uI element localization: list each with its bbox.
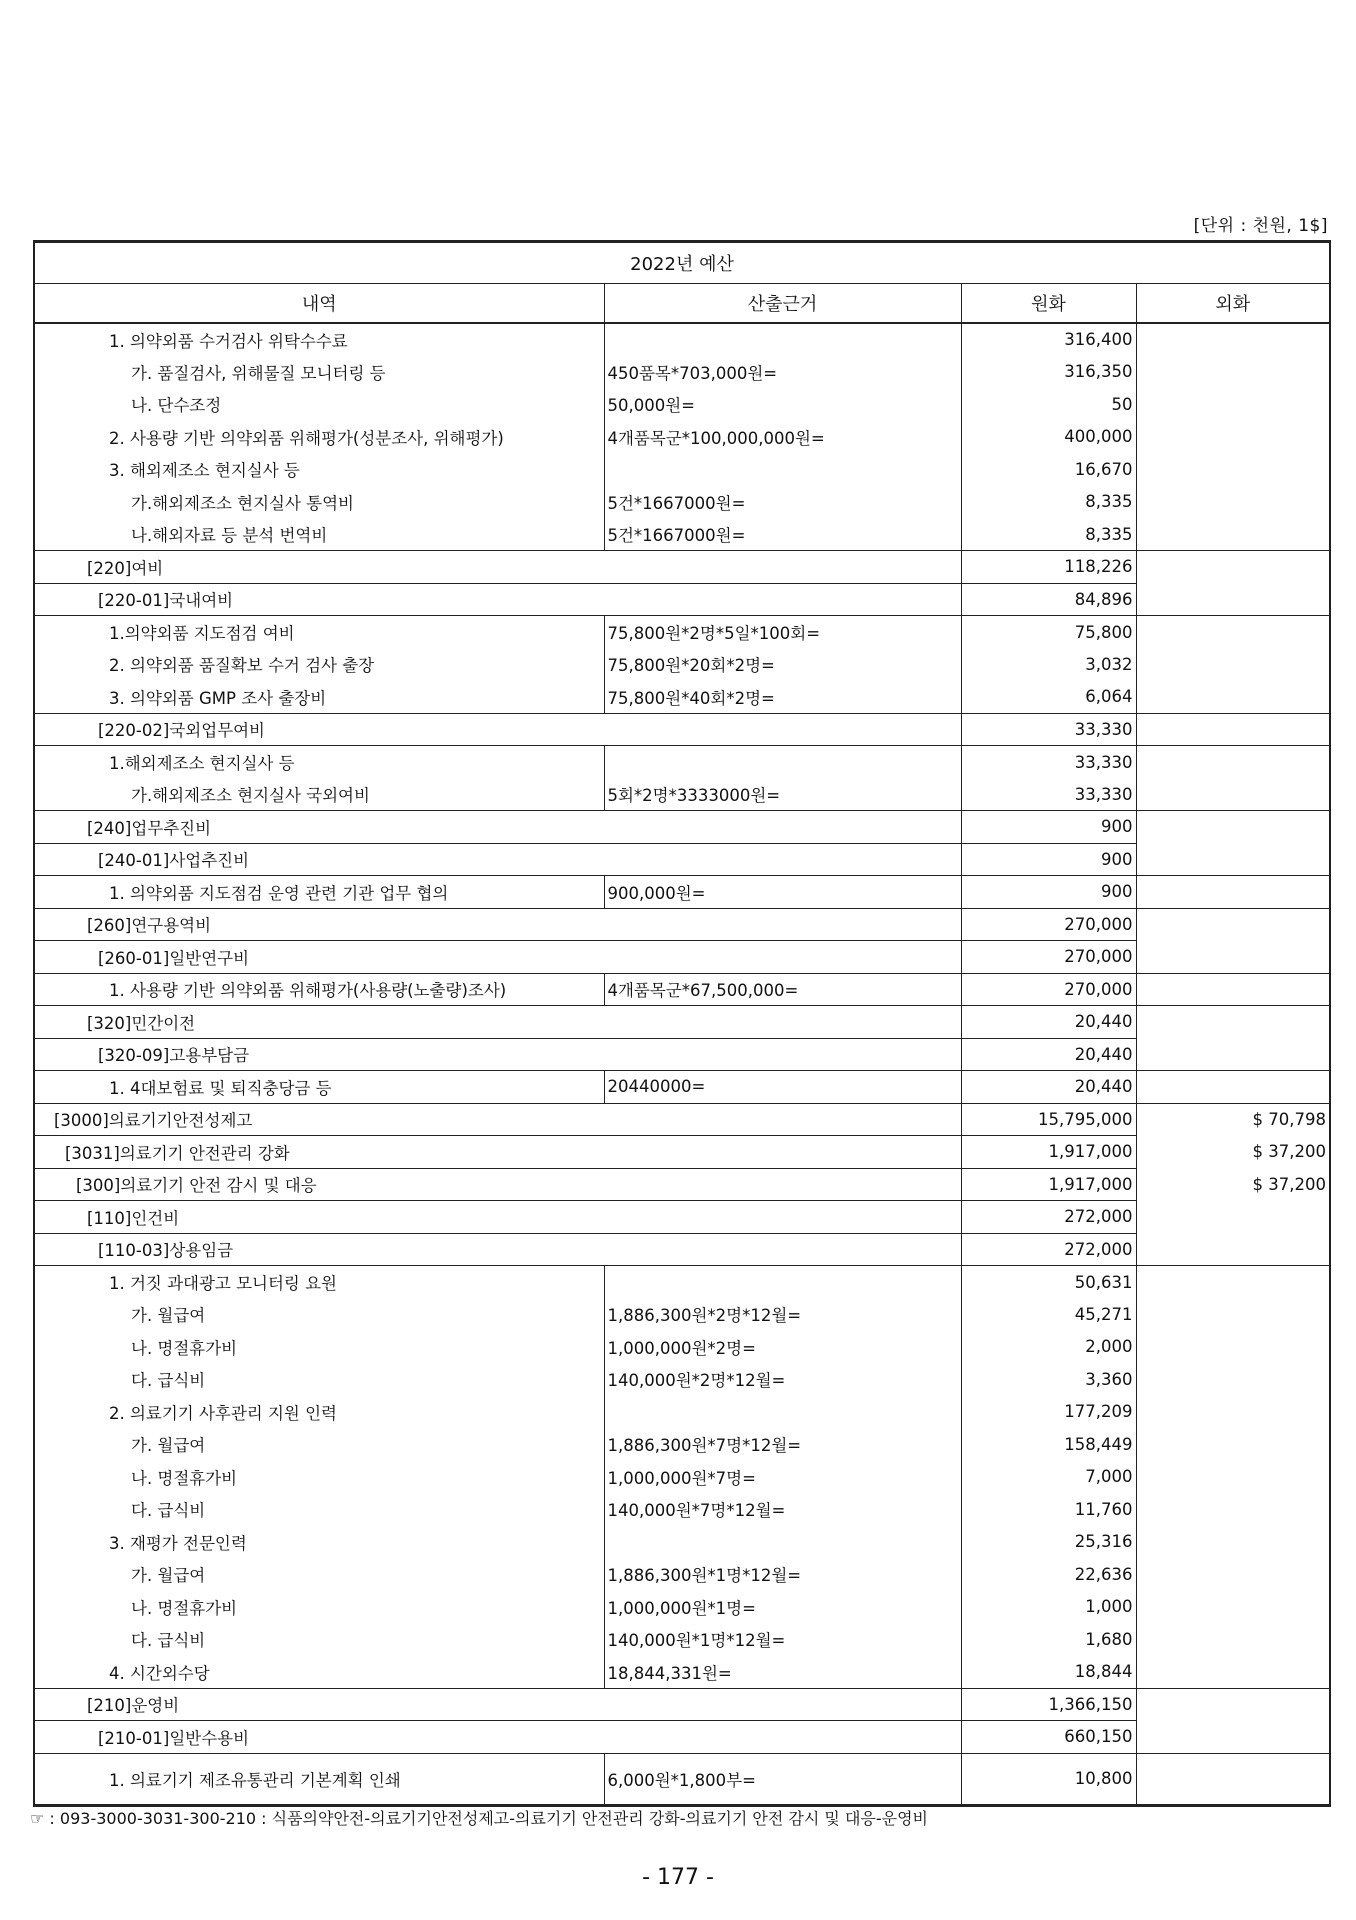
- table-row: [34, 1071, 1330, 1104]
- item-label: 1. 의약외품 지도점검 운영 관련 기관 업무 협의: [34, 876, 604, 909]
- fx-amount: [1136, 518, 1330, 551]
- calc-basis: 5회*2명*3333000원=: [604, 778, 961, 811]
- calc-basis: 900,000원=: [604, 876, 961, 909]
- table-row: [34, 1266, 1330, 1299]
- table-row: [34, 648, 1330, 681]
- item-label: 나. 단수조정: [34, 388, 604, 421]
- table-row: [34, 1753, 1330, 1805]
- table-row: [34, 973, 1330, 1006]
- category-label: [320-09]고용부담금: [34, 1038, 961, 1071]
- krw-amount: 20,440: [961, 1006, 1136, 1039]
- table-row: [34, 1623, 1330, 1656]
- table-row: [34, 1526, 1330, 1559]
- krw-amount: 50,631: [961, 1266, 1136, 1299]
- table-row: [34, 1461, 1330, 1494]
- fx-amount: [1136, 1396, 1330, 1429]
- fx-amount: [1136, 1753, 1330, 1805]
- krw-amount: 900: [961, 843, 1136, 876]
- table-row: [34, 1428, 1330, 1461]
- item-label: 3. 의약외품 GMP 조사 출장비: [34, 681, 604, 714]
- krw-amount: 10,800: [961, 1753, 1136, 1805]
- table-row: [34, 1201, 1330, 1234]
- header-krw: 원화: [961, 284, 1136, 324]
- table-row: [34, 746, 1330, 779]
- fx-amount: [1136, 746, 1330, 779]
- calc-basis: 140,000원*7명*12월=: [604, 1493, 961, 1526]
- item-label: 다. 급식비: [34, 1363, 604, 1396]
- table-row: [34, 1298, 1330, 1331]
- calc-basis: 140,000원*1명*12월=: [604, 1623, 961, 1656]
- item-label: 가. 월급여: [34, 1558, 604, 1591]
- item-label: 1.해외제조소 현지실사 등: [34, 746, 604, 779]
- fx-amount: [1136, 421, 1330, 454]
- category-label: [220-01]국내여비: [34, 583, 961, 616]
- table-row: [34, 616, 1330, 649]
- item-label: 나. 명절휴가비: [34, 1331, 604, 1364]
- fx-amount: [1136, 1363, 1330, 1396]
- krw-amount: 15,795,000: [961, 1103, 1136, 1136]
- krw-amount: 158,449: [961, 1428, 1136, 1461]
- fx-amount: [1136, 1266, 1330, 1299]
- item-label: 1.의약외품 지도점검 여비: [34, 616, 604, 649]
- fx-amount: [1136, 356, 1330, 389]
- krw-amount: 1,000: [961, 1591, 1136, 1624]
- item-label: 1. 의료기기 제조유통관리 기본계획 인쇄: [34, 1753, 604, 1805]
- table-row: [34, 811, 1330, 844]
- calc-basis: 50,000원=: [604, 388, 961, 421]
- footnote: ☞ : 093-3000-3031-300-210 : 식품의약안전-의료기기안전성제고-의료기기 안전관리 강화-의료기기 안전 감시 및 대응-운영비: [30, 1809, 929, 1828]
- item-label: 1. 거짓 과대광고 모니터링 요원: [34, 1266, 604, 1299]
- krw-amount: 16,670: [961, 453, 1136, 486]
- category-label: [210]운영비: [34, 1688, 961, 1721]
- krw-amount: 660,150: [961, 1721, 1136, 1754]
- table-row: [34, 1136, 1330, 1169]
- krw-amount: 6,064: [961, 681, 1136, 714]
- category-label: [220-02]국외업무여비: [34, 713, 961, 746]
- krw-amount: 33,330: [961, 713, 1136, 746]
- table-row: [34, 1493, 1330, 1526]
- calc-basis: 20440000=: [604, 1071, 961, 1104]
- item-label: 가. 월급여: [34, 1428, 604, 1461]
- krw-amount: 270,000: [961, 941, 1136, 974]
- calc-basis: 4개품목군*67,500,000=: [604, 973, 961, 1006]
- calc-basis: 1,886,300원*2명*12월=: [604, 1298, 961, 1331]
- table-row: [34, 713, 1330, 746]
- item-label: 2. 사용량 기반 의약외품 위해평가(성분조사, 위해평가): [34, 421, 604, 454]
- table-row: [34, 421, 1330, 454]
- krw-amount: 1,917,000: [961, 1136, 1136, 1169]
- table-row: [34, 1558, 1330, 1591]
- item-label: 2. 의료기기 사후관리 지원 인력: [34, 1396, 604, 1429]
- item-label: 나. 명절휴가비: [34, 1461, 604, 1494]
- fx-amount: [1136, 908, 1330, 941]
- krw-amount: 75,800: [961, 616, 1136, 649]
- table-row: [34, 1038, 1330, 1071]
- krw-amount: 22,636: [961, 1558, 1136, 1591]
- calc-basis: 1,000,000원*7명=: [604, 1461, 961, 1494]
- category-label: [110]인건비: [34, 1201, 961, 1234]
- page-number: - 177 -: [642, 1865, 714, 1890]
- table-row: [34, 583, 1330, 616]
- item-label: 가. 품질검사, 위해물질 모니터링 등: [34, 356, 604, 389]
- table-row: [34, 908, 1330, 941]
- category-label: [260-01]일반연구비: [34, 941, 961, 974]
- category-label: [240-01]사업추진비: [34, 843, 961, 876]
- item-label: 3. 재평가 전문인력: [34, 1526, 604, 1559]
- category-label: [300]의료기기 안전 감시 및 대응: [34, 1168, 961, 1201]
- table-row: [34, 1656, 1330, 1689]
- krw-amount: 316,350: [961, 356, 1136, 389]
- table-row: [34, 1006, 1330, 1039]
- category-label: [3000]의료기기안전성제고: [34, 1103, 961, 1136]
- calc-basis: [604, 1396, 961, 1429]
- fx-amount: [1136, 1558, 1330, 1591]
- table-row: [34, 453, 1330, 486]
- calc-basis: 1,000,000원*1명=: [604, 1591, 961, 1624]
- header-item: 내역: [34, 284, 604, 324]
- table-row: [34, 1591, 1330, 1624]
- table-title: 2022년 예산: [34, 242, 1330, 284]
- fx-amount: [1136, 1331, 1330, 1364]
- table-row: [34, 518, 1330, 551]
- table-row: [34, 1688, 1330, 1721]
- fx-amount: [1136, 778, 1330, 811]
- table-row: [34, 1103, 1330, 1136]
- krw-amount: 316,400: [961, 323, 1136, 356]
- fx-amount: [1136, 1656, 1330, 1689]
- budget-table: [33, 240, 1331, 1807]
- fx-amount: [1136, 1526, 1330, 1559]
- fx-amount: [1136, 973, 1330, 1006]
- calc-basis: 1,886,300원*1명*12월=: [604, 1558, 961, 1591]
- fx-amount: [1136, 941, 1330, 974]
- krw-amount: 1,917,000: [961, 1168, 1136, 1201]
- calc-basis: 450품목*703,000원=: [604, 356, 961, 389]
- krw-amount: 33,330: [961, 746, 1136, 779]
- calc-basis: 5건*1667000원=: [604, 518, 961, 551]
- table-row: [34, 323, 1330, 356]
- krw-amount: 7,000: [961, 1461, 1136, 1494]
- fx-amount: [1136, 1233, 1330, 1266]
- item-label: 나. 명절휴가비: [34, 1591, 604, 1624]
- calc-basis: [604, 1526, 961, 1559]
- krw-amount: 900: [961, 811, 1136, 844]
- table-row: [34, 876, 1330, 909]
- header-basis: 산출근거: [604, 284, 961, 324]
- item-label: 가.해외제조소 현지실사 국외여비: [34, 778, 604, 811]
- fx-amount: [1136, 551, 1330, 584]
- calc-basis: 75,800원*2명*5일*100회=: [604, 616, 961, 649]
- fx-amount: [1136, 388, 1330, 421]
- category-label: [220]여비: [34, 551, 961, 584]
- calc-basis: 1,886,300원*7명*12월=: [604, 1428, 961, 1461]
- krw-amount: 20,440: [961, 1038, 1136, 1071]
- krw-amount: 84,896: [961, 583, 1136, 616]
- fx-amount: [1136, 648, 1330, 681]
- item-label: 다. 급식비: [34, 1493, 604, 1526]
- fx-amount: [1136, 1721, 1330, 1754]
- fx-amount: [1136, 1006, 1330, 1039]
- calc-basis: [604, 453, 961, 486]
- fx-amount: [1136, 1428, 1330, 1461]
- fx-amount: [1136, 1493, 1330, 1526]
- table-row: [34, 1168, 1330, 1201]
- table-row: [34, 551, 1330, 584]
- item-label: 2. 의약외품 품질확보 수거 검사 출장: [34, 648, 604, 681]
- fx-amount: [1136, 1461, 1330, 1494]
- item-label: 나.해외자료 등 분석 번역비: [34, 518, 604, 551]
- category-label: [320]민간이전: [34, 1006, 961, 1039]
- krw-amount: 1,366,150: [961, 1688, 1136, 1721]
- krw-amount: 270,000: [961, 908, 1136, 941]
- fx-amount: $ 37,200: [1136, 1168, 1330, 1201]
- calc-basis: 6,000원*1,800부=: [604, 1753, 961, 1805]
- calc-basis: 5건*1667000원=: [604, 486, 961, 519]
- fx-amount: [1136, 486, 1330, 519]
- category-label: [210-01]일반수용비: [34, 1721, 961, 1754]
- calc-basis: 4개품목군*100,000,000원=: [604, 421, 961, 454]
- krw-amount: 3,032: [961, 648, 1136, 681]
- krw-amount: 272,000: [961, 1201, 1136, 1234]
- item-label: 1. 사용량 기반 의약외품 위해평가(사용량(노출량)조사): [34, 973, 604, 1006]
- fx-amount: [1136, 1688, 1330, 1721]
- fx-amount: [1136, 681, 1330, 714]
- krw-amount: 2,000: [961, 1331, 1136, 1364]
- item-label: 다. 급식비: [34, 1623, 604, 1656]
- table-row: [34, 486, 1330, 519]
- fx-amount: [1136, 876, 1330, 909]
- calc-basis: 1,000,000원*2명=: [604, 1331, 961, 1364]
- fx-amount: [1136, 1201, 1330, 1234]
- table-row: [34, 1396, 1330, 1429]
- calc-basis: 140,000원*2명*12월=: [604, 1363, 961, 1396]
- krw-amount: 8,335: [961, 518, 1136, 551]
- fx-amount: [1136, 843, 1330, 876]
- calc-basis: [604, 746, 961, 779]
- krw-amount: 900: [961, 876, 1136, 909]
- table-row: [34, 681, 1330, 714]
- krw-amount: 33,330: [961, 778, 1136, 811]
- krw-amount: 8,335: [961, 486, 1136, 519]
- fx-amount: [1136, 713, 1330, 746]
- table-row: [34, 1363, 1330, 1396]
- category-label: [240]업무추진비: [34, 811, 961, 844]
- table-row: [34, 843, 1330, 876]
- krw-amount: 118,226: [961, 551, 1136, 584]
- krw-amount: 50: [961, 388, 1136, 421]
- fx-amount: [1136, 1071, 1330, 1104]
- table-row: [34, 1233, 1330, 1266]
- item-label: 3. 해외제조소 현지실사 등: [34, 453, 604, 486]
- unit-label: [단위 : 천원, 1$]: [1193, 216, 1328, 236]
- fx-amount: [1136, 453, 1330, 486]
- fx-amount: [1136, 1298, 1330, 1331]
- fx-amount: [1136, 1623, 1330, 1656]
- fx-amount: $ 37,200: [1136, 1136, 1330, 1169]
- fx-amount: [1136, 811, 1330, 844]
- calc-basis: [604, 323, 961, 356]
- krw-amount: 177,209: [961, 1396, 1136, 1429]
- krw-amount: 270,000: [961, 973, 1136, 1006]
- table-row: [34, 778, 1330, 811]
- fx-amount: $ 70,798: [1136, 1103, 1330, 1136]
- calc-basis: 75,800원*40회*2명=: [604, 681, 961, 714]
- krw-amount: 45,271: [961, 1298, 1136, 1331]
- item-label: 가.해외제조소 현지실사 통역비: [34, 486, 604, 519]
- category-label: [110-03]상용임금: [34, 1233, 961, 1266]
- krw-amount: 25,316: [961, 1526, 1136, 1559]
- krw-amount: 1,680: [961, 1623, 1136, 1656]
- calc-basis: 18,844,331원=: [604, 1656, 961, 1689]
- category-label: [3031]의료기기 안전관리 강화: [34, 1136, 961, 1169]
- item-label: 1. 의약외품 수거검사 위탁수수료: [34, 323, 604, 356]
- fx-amount: [1136, 616, 1330, 649]
- fx-amount: [1136, 323, 1330, 356]
- item-label: 4. 시간외수당: [34, 1656, 604, 1689]
- item-label: 1. 4대보험료 및 퇴직충당금 등: [34, 1071, 604, 1104]
- fx-amount: [1136, 1591, 1330, 1624]
- fx-amount: [1136, 1038, 1330, 1071]
- krw-amount: 11,760: [961, 1493, 1136, 1526]
- table-row: [34, 356, 1330, 389]
- krw-amount: 400,000: [961, 421, 1136, 454]
- krw-amount: 20,440: [961, 1071, 1136, 1104]
- table-row: [34, 388, 1330, 421]
- item-label: 가. 월급여: [34, 1298, 604, 1331]
- krw-amount: 18,844: [961, 1656, 1136, 1689]
- table-row: [34, 1721, 1330, 1754]
- calc-basis: [604, 1266, 961, 1299]
- krw-amount: 3,360: [961, 1363, 1136, 1396]
- table-row: [34, 941, 1330, 974]
- category-label: [260]연구용역비: [34, 908, 961, 941]
- table-body: [34, 323, 1330, 1805]
- calc-basis: 75,800원*20회*2명=: [604, 648, 961, 681]
- krw-amount: 272,000: [961, 1233, 1136, 1266]
- table-row: [34, 1331, 1330, 1364]
- header-fx: 외화: [1136, 284, 1330, 324]
- fx-amount: [1136, 583, 1330, 616]
